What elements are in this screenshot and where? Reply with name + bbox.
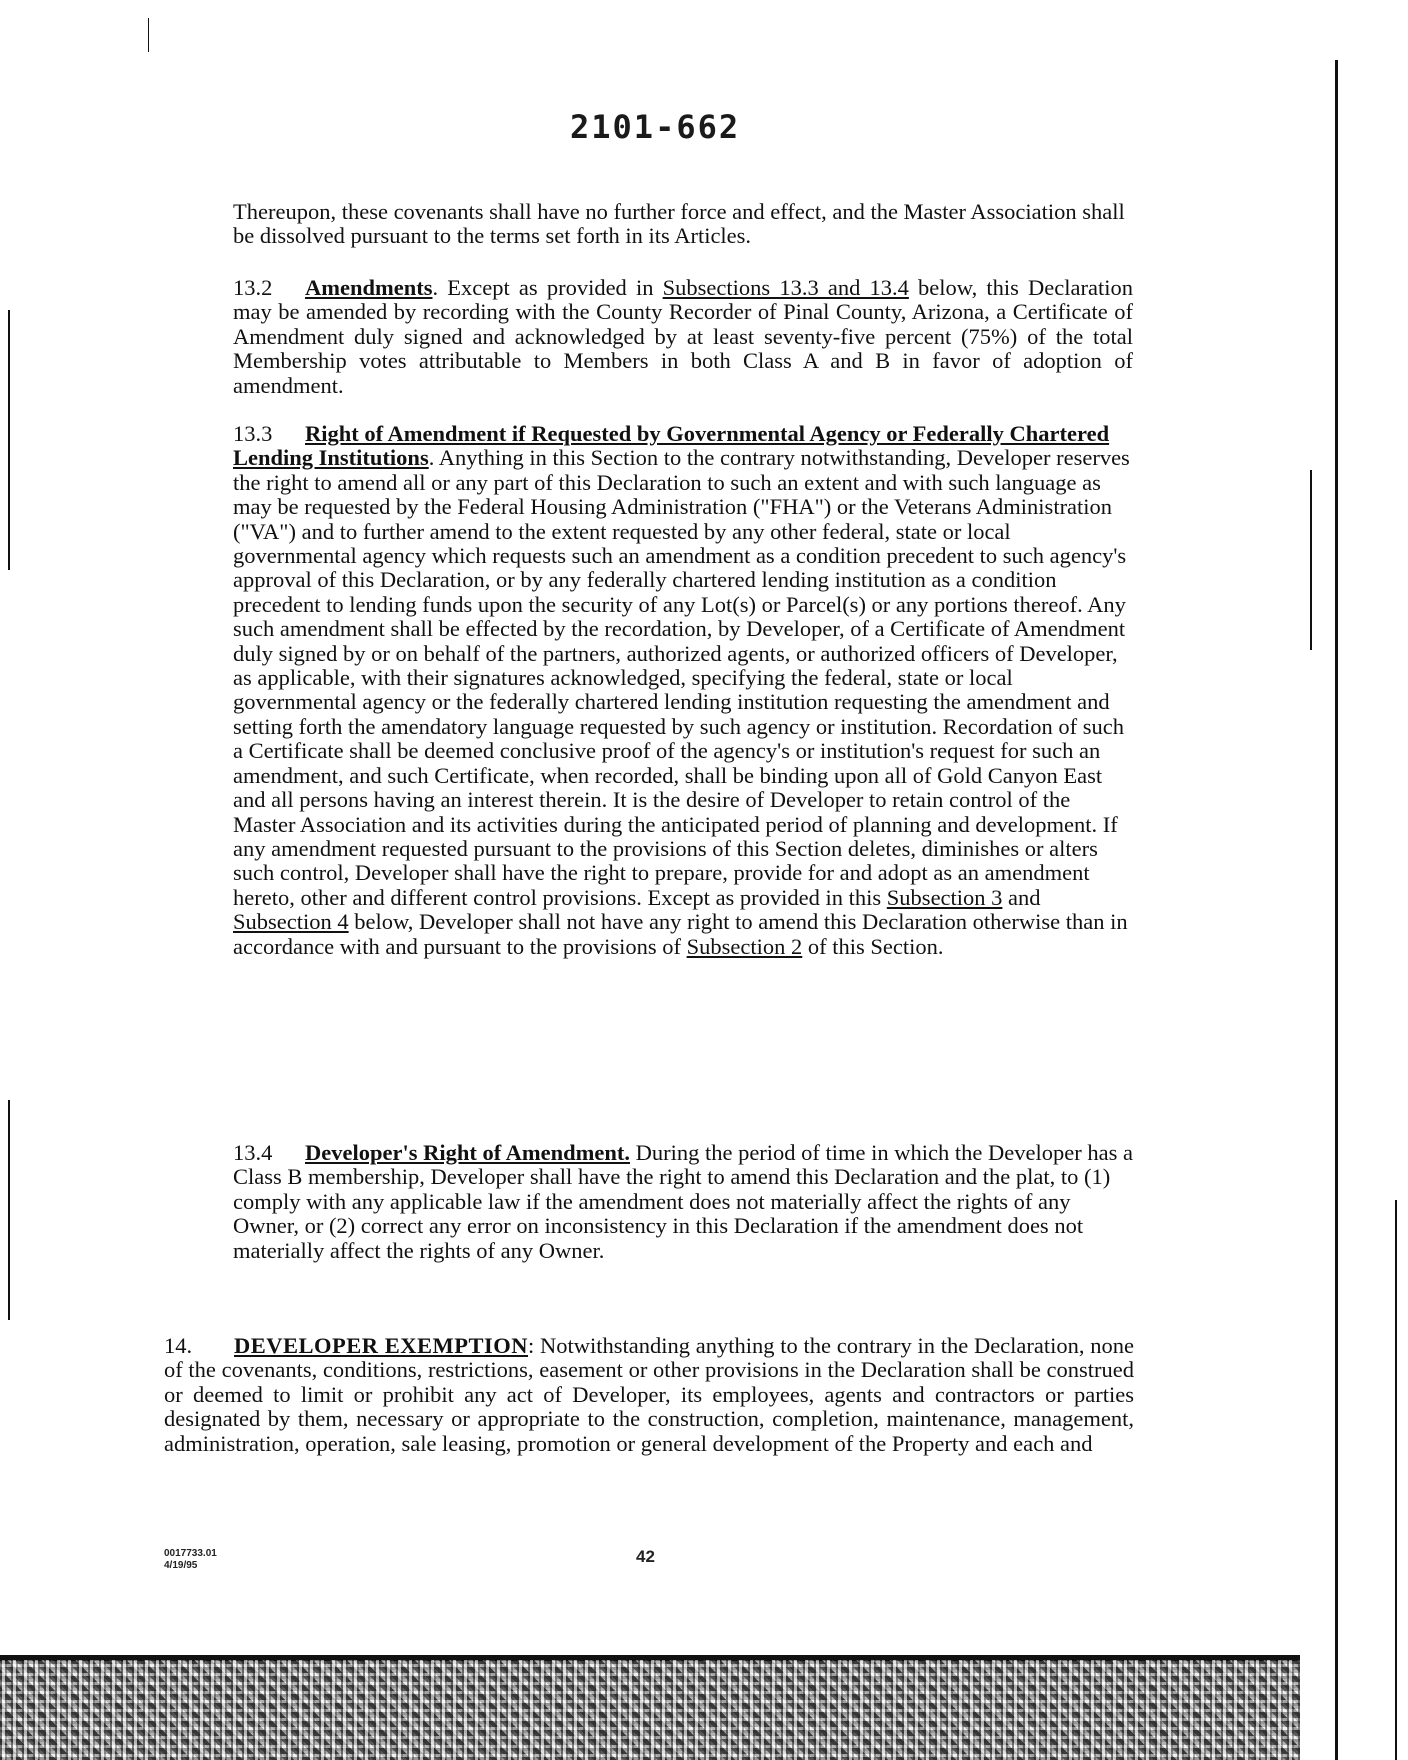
document-code [164,1548,217,1572]
section-number: 13.4 [233,1140,273,1165]
section-text: below, Developer shall not have any right to amend this Declaration otherwise than in accordance with and pursuant to the provisions of [233,909,1128,959]
section-reference: Subsection 2 [686,933,803,959]
section-reference: Subsection 4 [233,909,349,935]
section-text: and [1002,884,1041,910]
section-heading: Developer's Right of Amendment. [305,1140,630,1165]
scan-edge-line [8,310,10,570]
section-text: below, this Declaration may be amended by recording with the County Recorder of Pinal County, Arizona, a Certificate of Amendment duly signed and acknowledged by at least seventy-five percent (75%) of the total Membership votes attributable to Members in both Class A and B in favor of adoption of amendment. [233,275,1133,398]
section-text: During the period of time in which the Developer has a Class B membership, Developer shall have the right to amend this Declaration and the plat, to (1) comply with any applicable law if the amendment does not materially affect the rights of any Owner, or (2) correct any error on inconsistency in this Declaration if the amendment does not materially affect the rights of any Owner. [233,1140,1133,1263]
section-13-4 [233,1141,1133,1263]
section-number: 14. [164,1333,193,1358]
continuation-paragraph: Thereupon, these covenants shall have no further force and effect, and the Master Association shall be dissolved pursuant to the terms set forth in its Articles. [233,199,1125,249]
section-number: 13.2 [233,275,273,300]
section-heading: Right of Amendment if Requested by Governmental Agency or Federally Chartered Lending Institutions [233,421,1110,471]
section-text: of this Section. [802,933,944,959]
record-number: 2101-662 [570,108,741,146]
section-reference: Subsection 3 [886,884,1003,910]
section-number: 13.3 [233,421,273,446]
scan-edge-line [1310,470,1312,650]
section-heading: DEVELOPER EXEMPTION [234,1333,529,1358]
section-reference: Subsections 13.3 and 13.4 [662,275,909,300]
section-13-3 [233,422,1133,959]
scan-noise-band [0,1660,1300,1760]
section-text: . Anything in this Section to the contrary notwithstanding, Developer reserves the right to amend all or any part of this Declaration to such an extent and with such language as may be requested by the Federal Housing Administration ("FHA") or the Veterans Administration ("VA") and to further amend to the extent requested by any other federal, state or local governmental agency which requests such an amendment as a condition precedent to such agency's approval of this Declaration, or by any federally chartered lending institution as a condition precedent to lending funds upon the security of any Lot(s) or Parcel(s) or any portions thereof. Any such amendment shall be effected by the recordation, by Developer, of a Certificate of Amendment duly signed by or on behalf of the partners, authorized agents, or authorized officers of Developer, as applicable, with their signatures acknowledged, specifying the federal, state or local governmental agency or the federally chartered lending institution requesting the amendment and setting forth the amendatory language requested by such agency or institution. Recordation of such a Certificate shall be deemed conclusive proof of the agency's or institution's request for such an amendment, and such Certificate, when recorded, shall be binding upon all of Gold Canyon East and all persons having an interest therein. It is the desire of Developer to retain control of the Master Association and its activities during the anticipated period of planning and development. If any amendment requested pursuant to the provisions of this Section deletes, diminishes or alters such control, Developer shall have the right to prepare, provide for and adopt as an amendment hereto, other and different control provisions. Except as provided in this [233,445,1130,910]
scan-edge-line [8,1100,10,1320]
section-text: : Notwithstanding anything to the contrary in the Declaration, none of the covenants, conditions, restrictions, easement or other provisions in the Declaration shall be construed or deemed to limit or prohibit any act of Developer, its employees, agents and contractors or parties designated by them, necessary or appropriate to the construction, completion, maintenance, management, administration, operation, sale leasing, promotion or general development of the Property and each and [164,1333,1134,1456]
document-code-number: 0017733.01 [164,1548,217,1559]
section-13-2 [233,276,1133,398]
page-number: 42 [636,1547,655,1566]
section-14 [164,1334,1134,1456]
section-heading: Amendments [305,275,433,300]
scan-edge-line [148,18,149,52]
section-text: . Except as provided in [432,275,663,300]
scan-edge-line [1395,1200,1397,1760]
scan-edge-line [1335,60,1338,1760]
document-code-date: 4/19/95 [164,1560,198,1571]
